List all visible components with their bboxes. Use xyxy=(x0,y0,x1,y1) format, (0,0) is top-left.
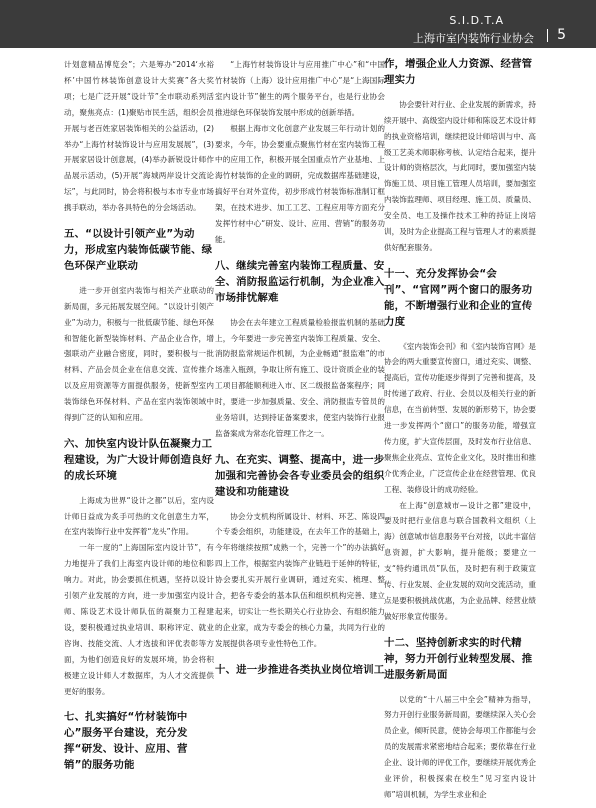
section-heading-10-cont: 作，增强企业人力资源、经营管理实力 xyxy=(384,58,533,86)
paragraph: 计划意精品博览会”；六是筹办“2014‘水裕杯’中国竹林装饰创意设计大奖赛”各大奖项；七是广泛开展“设计节”全市联动系列活动，聚焦亮点：(1)聚贴市民生活，组织会员开展与老百姓家居装饰相关的公益活动，(2)举办“上海竹材装饰设计与应用发展展”，(3)开展家居设计创意展，(4)举办新锐设计师作品展示活动，(5)开展“海城两岸设计交流论坛”，与此同时，协会将积极与本市专业市场携手联动，举办各具特色的分会场活动。 xyxy=(64,60,215,213)
association-title: 上海市室内装饰行业协会 xyxy=(413,32,534,45)
paragraph: 上海成为世界“设计之都”以后，室内设计师日益成为炙手可热的文化创意生力军，在室内装饰行业中发挥着“龙头”作用。 xyxy=(64,495,215,537)
section-heading-7: 七、扎实搞好“竹材装饰中心”服务平台建设，充分发挥“研发、设计、应用、营销”的服务功能 xyxy=(64,711,188,772)
section-heading-6: 六、加快室内设计队伍凝聚力工程建设，为广大设计师创造良好的成长环境 xyxy=(64,437,213,482)
paragraph: 根据上海市文化创意产业发展三年行动计划的要求，今年，协会要重点聚焦竹材在室内装饰工程中的应用工作，积极开展全国重点竹产业基地、上海竹材装饰的企业的调研，完成数据库基础建设，搞好平台对外宣传，初步形成竹材装饰标准制订框架，在技术进步、加工工艺、工程应用等方面充分发挥竹材中心“研发、设计、应用、营销”的服务功能。 xyxy=(215,123,385,244)
column-3 xyxy=(384,57,536,803)
section-heading-5: 五、“以设计引领产业”为动力，形成室内装饰低碳节能、绿色环保产业联动 xyxy=(64,228,213,272)
paragraph: “上海竹材装饰设计与应用推广中心”和“中国竹材装饰（上海）设计应用推广中心”是“上海国际室内设计节”催生的两个服务平台，也是行业协会推进绿色环保装饰发展中形成的创新举措。 xyxy=(215,60,386,117)
paragraph: 《室内装饰会刊》和《室内装饰官网》是协会的两大重要宣传窗口，通过充实、调整、提高后，宣传功能逐步得到了完善和提高，及时传递了政府、行业、会员以及相关行业的新信息，在当前转型、发展的新形势下，协会要进一步发挥两个“窗口”的服务功能，增强宣传力度，扩大宣传层面，及时发布行业信息、聚焦企业亮点、宣传企业文化，及时推出和推介优秀企业，广泛宣传企业在经营管理、优良工程、装修设计的成功经验。 xyxy=(384,341,537,494)
section-heading-12: 十二、坚持创新求实的时代精神，努力开创行业转型发展、推进服务新局面 xyxy=(384,636,533,681)
page-number: 5 xyxy=(557,27,566,43)
section-heading-8: 八、继续完善室内装饰工程质量、安全、消防报监运行机制，为企业准入市场排忧解难 xyxy=(215,259,385,304)
paragraph: 协会要针对行业、企业发展的新需求，持续开展中、高级室内设计师和陈设艺术设计师的执业资格培训，继续把设计师培训与中、高级工艺美术师职称考核、认定结合起来，提升设计师的资格层次，与此同时，要加强室内装饰施工员、项目施工管理人员培训，要加强室内装饰监理师、项目经理、施工员、质量员、安全员、电工及操作技术工种的持证上岗培训，及时为企业提高工程与管理人才的素质提供好配套服务。 xyxy=(384,99,537,252)
paragraph: 协会分支机构所属设计、材料、环艺、陈设四个专委会组织，功能建设，在去年工作的基础上，今年将继续按照“成熟一个，完善一个”的办法搞好四上工作，根据室内装饰产业链趋于延伸的特征，协会要扎实开展行业调研，通过充实、梳理、整合，把各专委会的基本队伍和组织机构完善、建立起来，切实让一些长期关心行业协会、有组织能力的企业家，成为专委会的核心力量，共同为行业的发展提供各项专业性特色工作。 xyxy=(215,511,385,648)
paragraph: 以党的“十八届三中全会”精神为指导，努力开创行业服务新局面，要继续深入关心会员企业，倾听民意，使协会每项工作都能与会员的发展需求紧密地结合起来；要依靠在行业企业、设计师的评优工作，要继续开展优秀企业评价，积极探索在校生“见习室内设计师”培训机制，为学生求业和企 xyxy=(384,694,537,799)
paragraph: 在上海“创意城市—设计之都”建设中，要及时把行业信息与联合国教科文组织（上海）创意城市信息服务平台对接，以此丰富信息资源，扩大影响，提升能级；要建立一支“特约通讯员”队伍，及时把有利于政策宣传、行业发展、企业发展的双向交流活动，重点是要积极挑战优惠，为企业品牌、经营业绩做好形象宣传服务。 xyxy=(384,500,537,621)
paragraph: 协会在去年建立工程质量检验报监机制的基础上，今年要进一步完善室内装饰工程质量、安全、消防报监常规运作机制，为企业畅通“报监难”的市场准入瓶颈，争取让所有施工、设计资质企业的装工项目都能顺利进入市、区二级报监备案程序；同时，要进一步加强质量、安全、消防报监专管员的业务培训，达到持证备案要求，使室内装饰行业报监备案成为常态化管理工作之一。 xyxy=(215,317,385,438)
header-divider xyxy=(547,29,548,42)
section-heading-10: 十、进一步推进各类执业岗位培训工 xyxy=(215,663,385,676)
paragraph: 一年一度的“上海国际室内设计节”，有力地提升了我们上海室内设计师的地位和影响力。对此，协会要抓住机遇，坚持以设计引领产业发展的方向，进一步加强室内设计师、陈设艺术设计师队伍的凝聚力工程建设，要积极通过执业培训、职称评定、就业咨询、技能交流、人才选拔和评优表彰等方面，为他们创造良好的发展环境，协会将积极建立设计师人才数据库，为人才交流提供更好的服务。 xyxy=(64,543,215,696)
section-heading-9: 九、在充实、调整、提高中，进一步加强和完善协会各专业委员会的组织建设和功能建设 xyxy=(215,453,385,498)
brand-abbreviation: S.I.D.T.A xyxy=(449,14,504,27)
header-band xyxy=(0,0,596,48)
column-2 xyxy=(215,57,385,679)
section-heading-11: 十一、充分发挥协会“会刊”、“官网”两个窗口的服务功能，不断增强行业和企业的宣传力度 xyxy=(384,267,533,328)
column-1 xyxy=(64,57,214,774)
paragraph: 进一步开创室内装饰与相关产业联动的新局面，多元拓展发展空间。“以设计引领产业”为动力，积极与一批低碳节能、绿色环保和智能化新型装饰材料、产品企业合作，增强联动产业融合密度，同时，要积极与一批材料、产品会员企业在信息交流、宣传推介以及应用资源等方面提供服务，使新型室内装饰绿色环保材料、产品在室内装饰领域中得到广泛的认知和应用。 xyxy=(64,285,215,423)
